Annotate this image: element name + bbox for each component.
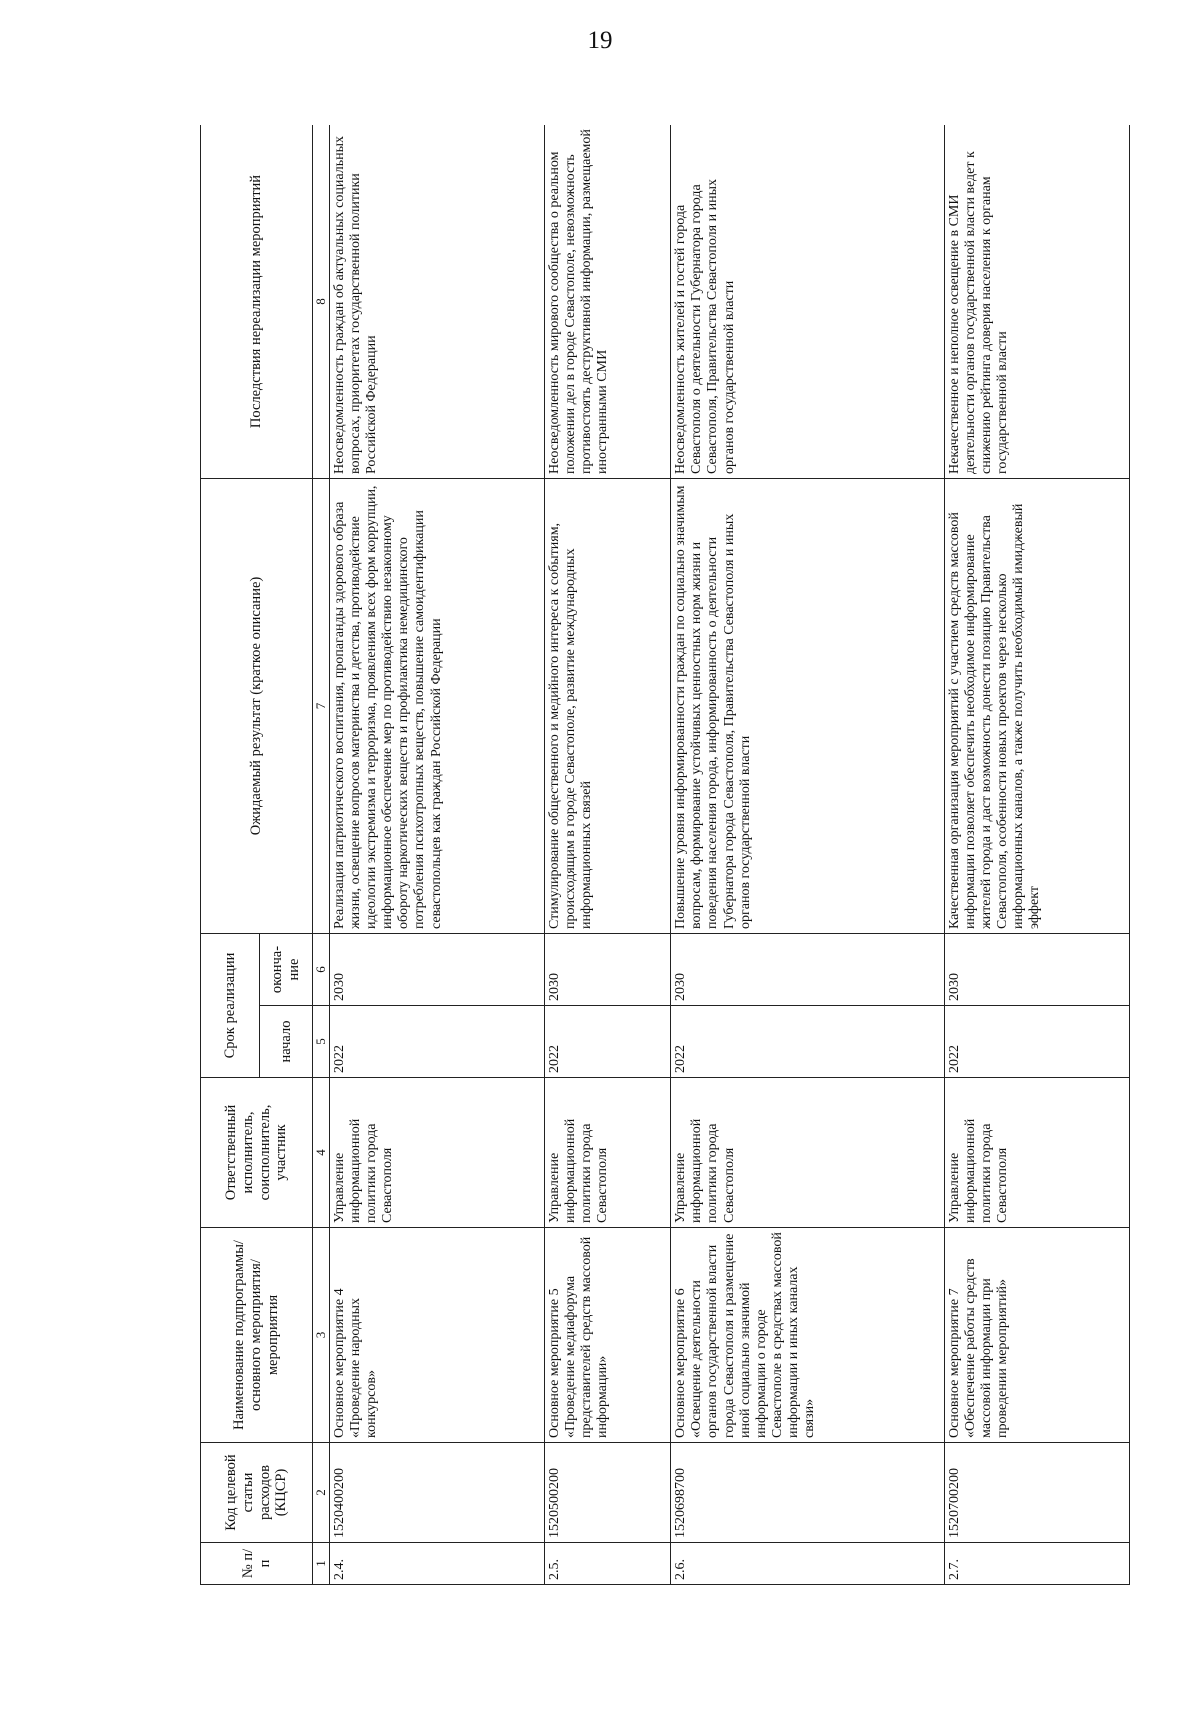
column-number-row xyxy=(313,125,330,1585)
row-end: 2030 xyxy=(544,934,671,1006)
header-result: Ожидаемый результат (краткое описание) xyxy=(201,479,313,934)
row-start: 2022 xyxy=(671,1006,944,1078)
table-row xyxy=(544,125,671,1585)
row-start: 2022 xyxy=(330,1006,545,1078)
column-number: 5 xyxy=(313,1006,330,1078)
row-consequence: Неосведомленность жителей и гостей города Севастополя о деятельности Губернатора города Севастополя, Правительства Севастополя и иных органов государственной власти xyxy=(671,125,944,479)
row-executor: Управление информационной политики города Севастополя xyxy=(944,1078,1129,1228)
row-name: Основное мероприятие 6 «Освещение деятельности органов государственной власти города Севастополя и размещение иной социально значимой информации о городе Севастополе в средствах массовой информации и иных каналах связи» xyxy=(671,1228,944,1443)
column-number: 6 xyxy=(313,934,330,1006)
row-name: Основное мероприятие 4 «Проведение народных конкурсов» xyxy=(330,1228,545,1443)
header-start: начало xyxy=(260,1006,313,1078)
column-number: 8 xyxy=(313,125,330,479)
row-end: 2030 xyxy=(330,934,545,1006)
row-number: 2.6. xyxy=(671,1543,944,1585)
row-executor: Управление информационной политики города Севастополя xyxy=(671,1078,944,1228)
row-executor: Управление информационной политики города Севастополя xyxy=(330,1078,545,1228)
header-name: Наименование подпрограммы/ основного мероприятия/ мероприятия xyxy=(201,1228,313,1443)
header-executor: Ответственный исполнитель, соисполнитель, участник xyxy=(201,1078,313,1228)
table-container xyxy=(200,125,1130,1585)
row-start: 2022 xyxy=(944,1006,1129,1078)
column-number: 2 xyxy=(313,1443,330,1543)
row-code: 1520500200 xyxy=(544,1443,671,1543)
row-result: Стимулирование общественного и медийного интереса к событиям, происходящим в городе Севастополе, развитие международных информационных связей xyxy=(544,479,671,934)
column-number: 3 xyxy=(313,1228,330,1443)
row-consequence: Неосведомленность мирового сообщества о реальном положении дел в городе Севастополе, невозможность противостоять деструктивной информации, размещаемой иностранными СМИ xyxy=(544,125,671,479)
row-result: Качественная организация мероприятий с участием средств массовой информации позволяет обеспечить необходимое информирование жителей города и даст возможность донести позицию Правительства Севастополя, особенности новых проектов через несколько информационных каналов, а также получить необходимый имиджевый эффект xyxy=(944,479,1129,934)
table-row xyxy=(671,125,944,1585)
row-executor: Управление информационной политики города Севастополя xyxy=(544,1078,671,1228)
row-result: Реализация патриотического воспитания, пропаганды здорового образа жизни, освещение вопросов материнства и детства, противодействие идеологии экстремизма и терроризма, проявлениям всех форм коррупции, информационное обеспечение мер по противодействию незаконному обороту наркотических веществ и профилактика немедицинского потребления психотропных веществ, повышение самоидентификации севастопольцев как граждан Российской Федерации xyxy=(330,479,545,934)
page-number: 19 xyxy=(587,27,613,54)
row-number: 2.4. xyxy=(330,1543,545,1585)
table-row xyxy=(944,125,1129,1585)
row-end: 2030 xyxy=(671,934,944,1006)
header-number: № п/п xyxy=(201,1543,313,1585)
row-consequence: Неосведомленность граждан об актуальных социальных вопросах, приоритетах государственной политики Российской Федерации xyxy=(330,125,545,479)
row-code: 1520698700 xyxy=(671,1443,944,1543)
row-consequence: Некачественное и неполное освещение в СМИ деятельности органов государственной власти ведет к снижению рейтинга доверия населения к органам государственной власти xyxy=(944,125,1129,479)
row-result: Повышение уровня информированности граждан по социально значимым вопросам, формирование устойчивых ценностных норм жизни и поведения населения города, информированность о деятельности Губернатора города Севастополя, Правительства Севастополя и иных органов государственной власти xyxy=(671,479,944,934)
row-code: 1520700200 xyxy=(944,1443,1129,1543)
column-number: 1 xyxy=(313,1543,330,1585)
table-row xyxy=(330,125,545,1585)
row-number: 2.5. xyxy=(544,1543,671,1585)
activities-table xyxy=(200,125,1130,1585)
row-code: 1520400200 xyxy=(330,1443,545,1543)
header-end: оконча-ние xyxy=(260,934,313,1006)
header-consequence: Последствия нереализации мероприятий xyxy=(201,125,313,479)
row-number: 2.7. xyxy=(944,1543,1129,1585)
rotated-table-frame xyxy=(200,125,1130,1585)
header-period: Срок реализации xyxy=(201,934,260,1078)
column-number: 4 xyxy=(313,1078,330,1228)
table-header-row xyxy=(201,125,260,1585)
row-start: 2022 xyxy=(544,1006,671,1078)
row-name: Основное мероприятие 7 «Обеспечение работы средств массовой информации при проведении мероприятий» xyxy=(944,1228,1129,1443)
column-number: 7 xyxy=(313,479,330,934)
header-code: Код целевой статьи расходов (КЦСР) xyxy=(201,1443,313,1543)
row-end: 2030 xyxy=(944,934,1129,1006)
row-name: Основное мероприятие 5 «Проведение медиафорума представителей средств массовой информации» xyxy=(544,1228,671,1443)
